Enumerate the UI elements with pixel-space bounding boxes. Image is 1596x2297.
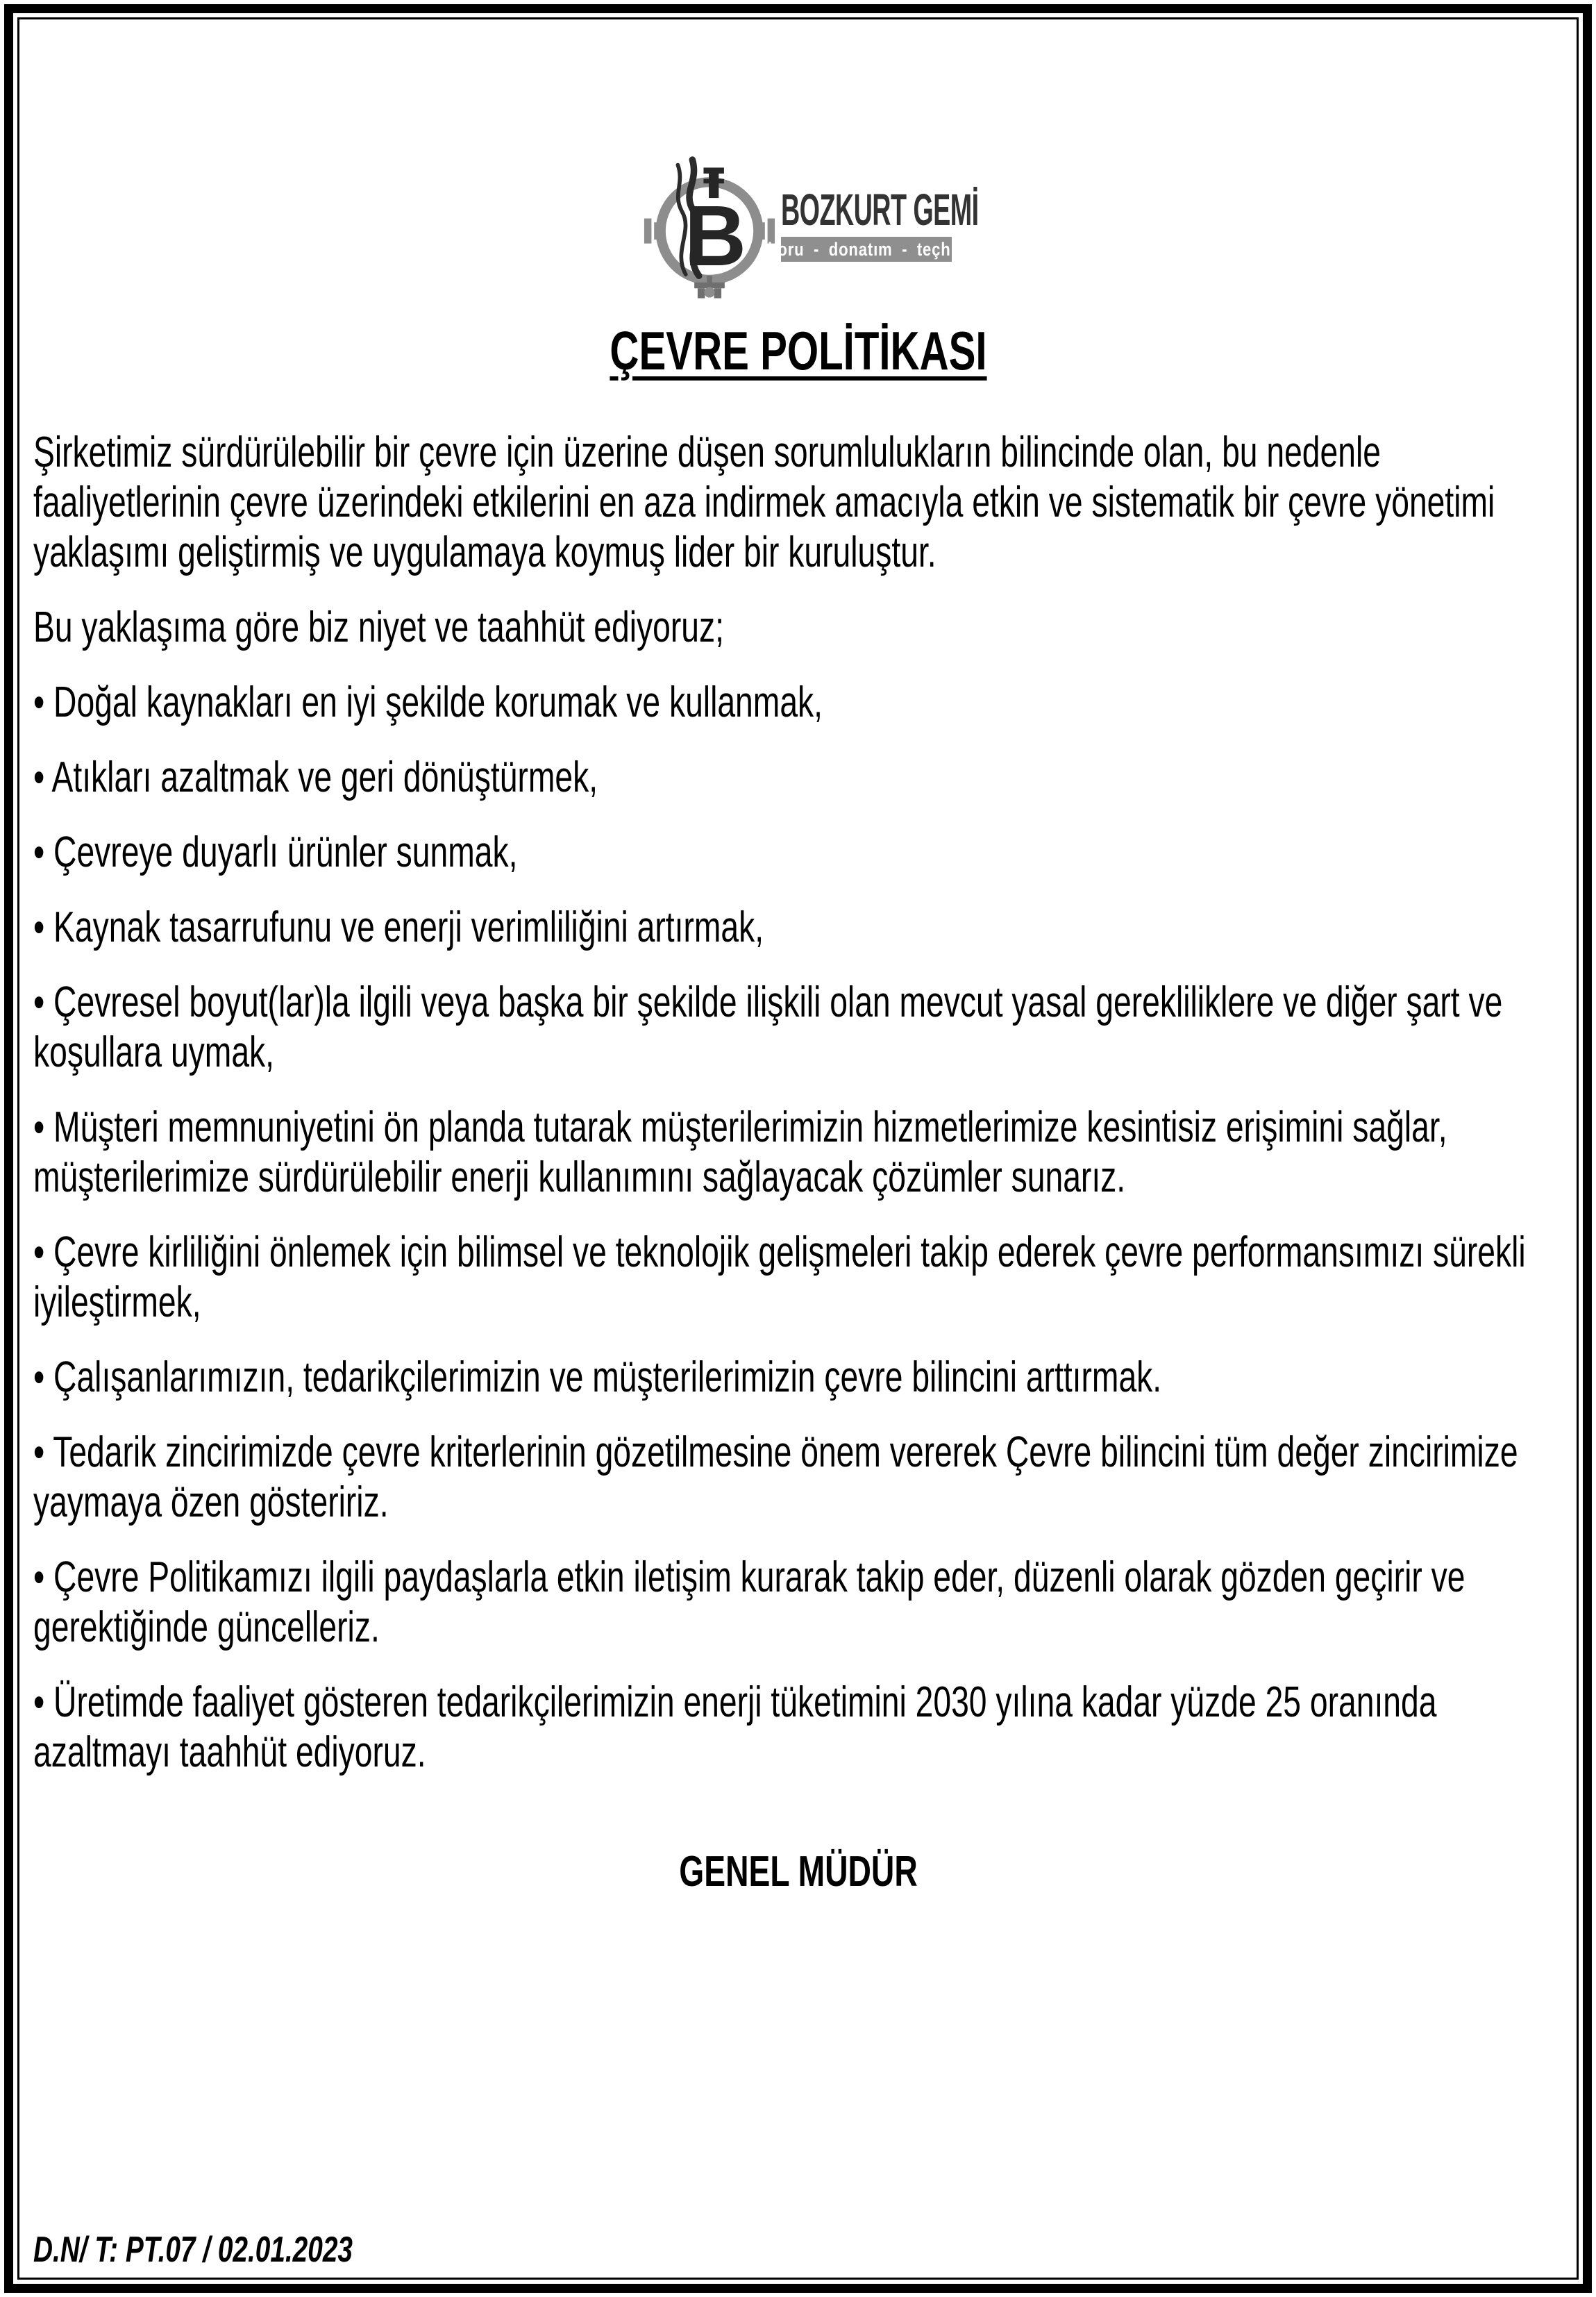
intro-paragraph: Şirketimiz sürdürülebilir bir çevre için üzerine düşen sorumlulukların bilincinde olan, bu nedenle faaliyetlerinin çevre üzerindeki etkilerini en aza indirmek amacıyla etkin ve sistematik bir çevre yönetimi yaklaşımı geliştirmiş ve uygulamaya koymuş lider bir kuruluştur.: [33, 428, 1495, 576]
policy-bullet: • Tedarik zincirimizde çevre kriterlerinin gözetilmesine önem vererek Çevre bilincini tüm değer zincirimize yaymaya özen gösteririz.: [33, 1428, 1518, 1526]
policy-bullet: • Çevresel boyut(lar)la ilgili veya başka bir şekilde ilişkili olan mevcut yasal gerekliliklere ve diğer şart ve koşullara uymak,: [33, 978, 1503, 1076]
company-logo: [33, 149, 1563, 302]
page-content: [19, 19, 1577, 2278]
policy-bullet: • Çevre Politikamızı ilgili paydaşlarla etkin iletişim kurarak takip eder, düzenli olarak gözden geçirir ve gerektiğinde güncelleriz.: [33, 1553, 1465, 1651]
page-title: ÇEVRE POLİTİKASI: [609, 320, 987, 381]
commitment-lead: Bu yaklaşıma göre biz niyet ve taahhüt ediyoruz;: [33, 603, 724, 651]
policy-bullet: • Atıkları azaltmak ve geri dönüştürmek,: [33, 753, 598, 801]
policy-bullet: • Çevre kirliliğini önlemek için bilimsel ve teknolojik gelişmeleri takip ederek çevre performansımızı sürekli iyileştirmek,: [33, 1228, 1526, 1326]
signature-title: GENEL MÜDÜR: [678, 1848, 918, 1896]
policy-bullet: • Çevreye duyarlı ürünler sunmak,: [33, 828, 518, 876]
policy-bullet: • Doğal kaynakları en iyi şekilde korumak ve kullanmak,: [33, 678, 823, 726]
company-tagline: boru - donatım - teçhiz: [768, 238, 964, 260]
doc-code-footer: D.N/ T: PT.07 / 02.01.2023: [33, 2230, 353, 2270]
company-logo-mark-icon: [644, 149, 775, 302]
policy-bullet: • Üretimde faaliyet gösteren tedarikçilerimizin enerji tüketimini 2030 yılına kadar yüzde 25 oranında azaltmayı taahhüt ediyoruz.: [33, 1678, 1437, 1776]
policy-bullet: • Kaynak tasarrufunu ve enerji verimliliğini artırmak,: [33, 903, 764, 951]
company-tagline-bar: [768, 237, 964, 262]
logo-letter-b: B: [684, 188, 746, 284]
policy-body: [33, 428, 1563, 1778]
company-name: BOZKURT GEMİ: [780, 185, 978, 235]
policy-bullet: • Müşteri memnuniyetini ön planda tutarak müşterilerimizin hizmetlerimize kesintisiz erişimini sağlar, müşterilerimize sürdürülebilir enerji kullanımını sağlayacak çözümler sunarız.: [33, 1103, 1447, 1201]
policy-bullet: • Çalışanlarımızın, tedarikçilerimizin ve müşterilerimizin çevre bilincini arttırmak.: [33, 1353, 1162, 1401]
company-logo-text: [768, 149, 978, 262]
